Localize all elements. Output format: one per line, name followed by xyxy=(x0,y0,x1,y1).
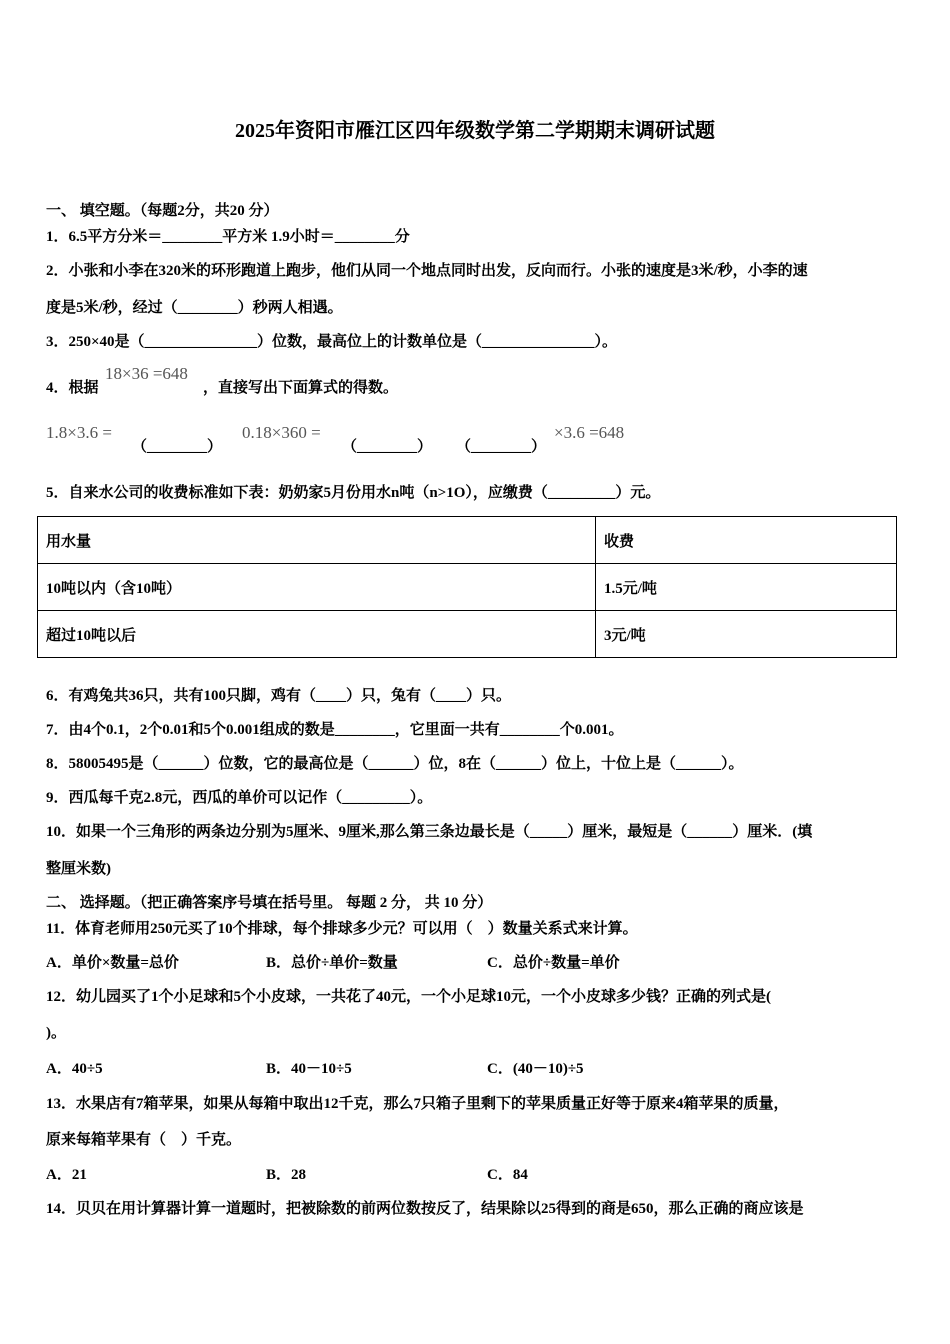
q13-option-b: B．28 xyxy=(266,1167,307,1183)
table-cell: 超过10吨以后 xyxy=(38,611,596,658)
question-8: 8．58005495是（______）位数，它的最高位是（______）位，8在（______）位上，十位上是（______）。 xyxy=(46,756,744,772)
table-row xyxy=(38,564,897,611)
question-9: 9．西瓜每千克2.8元，西瓜的单价可以记作（_________）。 xyxy=(46,790,433,806)
q4-blank-3: （________） xyxy=(456,439,547,455)
question-4-formula: 18×36 =648 xyxy=(105,364,188,383)
question-4-text: ，直接写出下面算式的得数。 xyxy=(203,380,399,396)
q4-expression-1: 1.8×3.6 = xyxy=(46,423,112,442)
section-heading-choice: 二、 选择题。（把正确答案序号填在括号里。 每题 2 分， 共 10 分） xyxy=(46,895,493,911)
question-14: 14．贝贝在用计算器计算一道题时，把被除数的前两位数按反了，结果除以25得到的商是650，那么正确的商应该是 xyxy=(46,1201,804,1217)
table-cell: 用水量 xyxy=(38,517,596,564)
table-cell: 3元/吨 xyxy=(596,611,897,658)
table-row xyxy=(38,517,897,564)
table-row xyxy=(38,611,897,658)
q4-expression-3: ×3.6 =648 xyxy=(554,423,625,442)
question-6: 6．有鸡兔共36只，共有100只脚，鸡有（____）只，兔有（____）只。 xyxy=(46,688,512,704)
water-fee-table xyxy=(37,516,897,658)
question-10-line1: 10．如果一个三角形的两条边分别为5厘米、9厘米,那么第三条边最长是（_____）厘米，最短是（______）厘米．(填 xyxy=(46,824,813,840)
question-5: 5．自来水公司的收费标准如下表：奶奶家5月份用水n吨（n>1O），应缴费（_________）元。 xyxy=(46,485,661,501)
question-1: 1．6.5平方分米＝________平方米 1.9小时＝________分 xyxy=(46,229,410,245)
q12-option-c: C．(40－10)÷5 xyxy=(487,1061,584,1077)
q12-option-a: A．40÷5 xyxy=(46,1061,103,1077)
q11-option-a: A．单价×数量=总价 xyxy=(46,955,179,971)
q11-option-b: B．总价÷单价=数量 xyxy=(266,955,398,971)
question-13-line1: 13．水果店有7箱苹果，如果从每箱中取出12千克，那么7只箱子里剩下的苹果质量正好等于原来4箱苹果的质量， xyxy=(46,1096,789,1112)
page-title: 2025年资阳市雁江区四年级数学第二学期期末调研试题 xyxy=(235,120,715,142)
q4-blank-1: （________） xyxy=(132,439,223,455)
question-13-line2: 原来每箱苹果有（ ）千克。 xyxy=(46,1132,242,1148)
q12-option-b: B．40－10÷5 xyxy=(266,1061,352,1077)
q13-option-c: C．84 xyxy=(487,1167,528,1183)
question-11: 11．体育老师用250元买了10个排球，每个排球多少元？可以用（ ）数量关系式来计算。 xyxy=(46,921,638,937)
question-12-line1: 12．幼儿园买了1个小足球和5个小皮球，一共花了40元，一个小足球10元，一个小皮球多少钱？正确的列式是( xyxy=(46,989,771,1005)
q11-option-c: C．总价÷数量=单价 xyxy=(487,955,620,971)
q13-option-a: A．21 xyxy=(46,1167,87,1183)
table-cell: 10吨以内（含10吨） xyxy=(38,564,596,611)
question-7: 7．由4个0.1，2个0.01和5个0.001组成的数是________，它里面一共有________个0.001。 xyxy=(46,722,624,738)
question-12-line2: )。 xyxy=(46,1025,66,1041)
section-heading-fill-in: 一、 填空题。（每题2分，共20 分） xyxy=(46,203,279,219)
table-cell: 1.5元/吨 xyxy=(596,564,897,611)
question-4-label: 4．根据 xyxy=(46,380,99,396)
table-cell: 收费 xyxy=(596,517,897,564)
q4-expression-2: 0.18×360 = xyxy=(242,423,321,442)
question-3: 3．250×40是（_______________）位数，最高位上的计数单位是（_______________）。 xyxy=(46,334,618,350)
question-2-line2: 度是5米/秒，经过（________）秒两人相遇。 xyxy=(46,300,343,316)
q4-blank-2: （________） xyxy=(342,439,433,455)
question-10-line2: 整厘米数) xyxy=(46,861,111,877)
question-2-line1: 2．小张和小李在320米的环形跑道上跑步，他们从同一个地点同时出发，反向而行。小张的速度是3米/秒，小李的速 xyxy=(46,263,808,279)
